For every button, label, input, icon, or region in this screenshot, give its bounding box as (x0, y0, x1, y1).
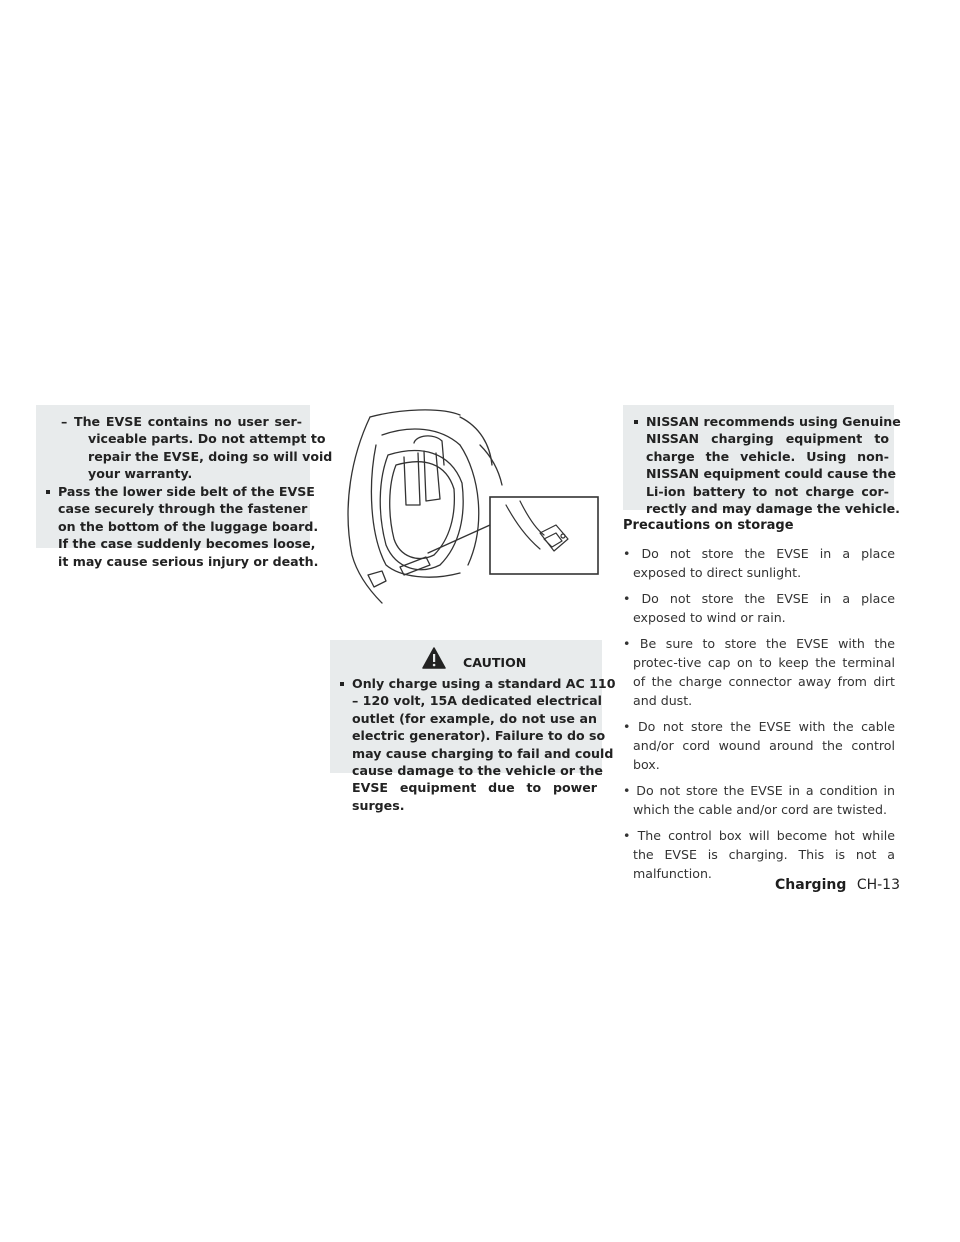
warning-box-right (623, 405, 901, 517)
caution-line: electric generator). Failure to do so (352, 728, 606, 744)
caution-bullet (352, 675, 616, 814)
warning-line: NISSAN equipment could cause the (646, 466, 897, 482)
list-item-text: Do not store the EVSE in a place exposed to direct sunlight. (633, 546, 895, 580)
warning-line: NISSAN charging equipment to (646, 431, 889, 447)
warning-line: on the bottom of the luggage board. (58, 518, 319, 534)
list-item (623, 826, 895, 883)
warning-line: viceable parts. Do not attempt to (88, 431, 326, 447)
warning-line: If the case suddenly becomes loose, (58, 536, 316, 552)
caution-line: EVSE equipment due to power (352, 780, 597, 796)
warning-line: The EVSE contains no user ser- (74, 414, 302, 429)
caution-box (330, 640, 616, 813)
list-item-text: Do not store the EVSE in a place exposed to wind or rain. (633, 591, 895, 625)
warning-line: Li-ion battery to not charge cor- (646, 483, 889, 499)
bullet-icon: • (623, 783, 637, 798)
warning-triangle-icon (422, 647, 446, 669)
caution-line: – 120 volt, 15A dedicated electrical (352, 693, 602, 709)
warning-line: it may cause serious injury or death. (58, 553, 319, 569)
bullet-icon: • (623, 546, 642, 561)
bullet-icon: • (623, 719, 638, 734)
storage-list (623, 544, 895, 883)
evse-storage-illustration (330, 405, 602, 610)
section-heading: Precautions on storage (623, 518, 794, 533)
footer-page-number: CH-13 (856, 877, 900, 893)
bullet-icon: • (623, 828, 638, 843)
list-item (623, 589, 895, 627)
warning-line: NISSAN recommends using Genuine (646, 414, 901, 429)
warning-line: charge the vehicle. Using non- (646, 448, 889, 464)
page-footer (770, 877, 900, 893)
warning-line: your warranty. (88, 466, 193, 482)
nissan-bullet (646, 413, 901, 517)
caution-line: surges. (352, 797, 405, 813)
caution-line: outlet (for example, do not use an (352, 710, 597, 726)
list-item-text: Do not store the EVSE in a condition in which the cable and/or cord are twisted. (633, 783, 895, 817)
bullet-icon: • (623, 636, 640, 651)
bullet-icon (634, 420, 638, 424)
warning-line: rectly and may damage the vehicle. (646, 501, 900, 517)
list-item (623, 781, 895, 819)
list-item-text: Do not store the EVSE with the cable and/or cord wound around the control box. (633, 719, 895, 772)
list-item (623, 634, 895, 710)
warning-line: repair the EVSE, doing so will void (88, 448, 333, 464)
caution-line: Only charge using a standard AC 110 (352, 676, 616, 691)
warning-box-left (36, 405, 333, 569)
caution-title: CAUTION (463, 655, 527, 670)
list-item-text: The control box will become hot while the EVSE is charging. This is not a malfunction. (633, 828, 895, 881)
list-item (623, 717, 895, 774)
footer-section: Charging (774, 877, 847, 893)
list-item-text: Be sure to store the EVSE with the protec-tive cap on to keep the terminal of the charge connector away from dirt and dust. (633, 636, 895, 708)
list-item (623, 544, 895, 582)
bullet-icon (340, 682, 344, 686)
sub-item-warranty (61, 413, 333, 483)
dash-marker: – (61, 414, 68, 429)
caution-line: may cause charging to fail and could (352, 745, 614, 761)
bullet-icon (46, 490, 50, 494)
warning-line: Pass the lower side belt of the EVSE (58, 484, 315, 499)
bullet-icon: • (623, 591, 642, 606)
bullet-item-belt (58, 483, 319, 570)
caution-line: cause damage to the vehicle or the (352, 763, 603, 779)
warning-line: case securely through the fastener (58, 501, 308, 517)
